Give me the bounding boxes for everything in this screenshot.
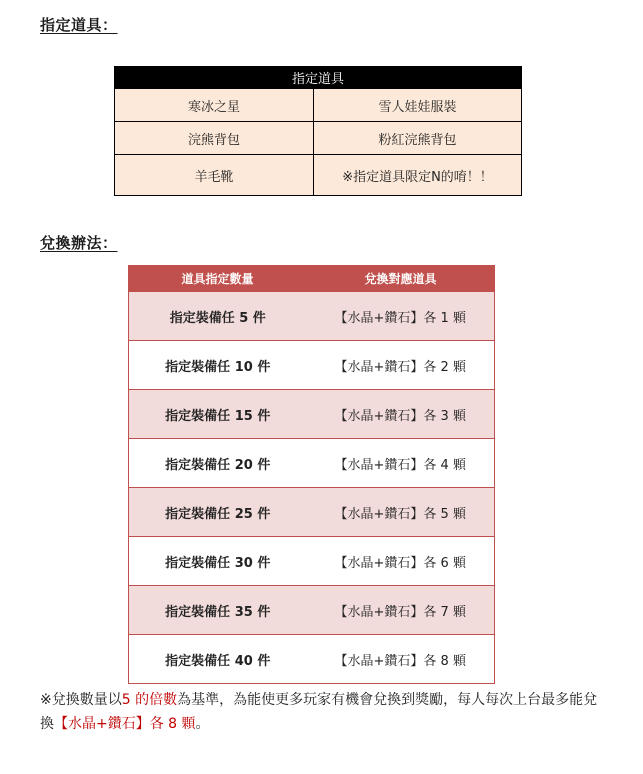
table-row <box>129 635 495 684</box>
reward-cell: 【水晶+鑽石】各 2 顆 <box>307 341 495 390</box>
table-row <box>115 122 522 155</box>
item-note-cell: ※指定道具限定N的唷！！ <box>314 155 522 196</box>
quantity-cell: 指定裝備任 15 件 <box>129 390 307 439</box>
table-row <box>129 537 495 586</box>
quantity-cell: 指定裝備任 25 件 <box>129 488 307 537</box>
reward-cell: 【水晶+鑽石】各 3 顆 <box>307 390 495 439</box>
column-header-quantity: 道具指定數量 <box>129 266 307 292</box>
quantity-cell: 指定裝備任 10 件 <box>129 341 307 390</box>
reward-cell: 【水晶+鑽石】各 6 顆 <box>307 537 495 586</box>
exchange-table <box>128 265 495 684</box>
quantity-cell: 指定裝備任 35 件 <box>129 586 307 635</box>
reward-cell: 【水晶+鑽石】各 8 顆 <box>307 635 495 684</box>
table-row <box>129 341 495 390</box>
items-table-header: 指定道具 <box>115 67 522 89</box>
note-emphasis-multiple: 5 的倍數 <box>121 692 178 708</box>
designated-items-table <box>114 66 522 196</box>
quantity-cell: 指定裝備任 40 件 <box>129 635 307 684</box>
quantity-cell: 指定裝備任 30 件 <box>129 537 307 586</box>
note-text: ※兌換數量以 <box>40 692 122 708</box>
item-cell: 浣熊背包 <box>115 122 314 155</box>
table-row <box>115 155 522 196</box>
note-emphasis-limit: 【水晶+鑽石】各 8 顆 <box>54 716 196 732</box>
reward-cell: 【水晶+鑽石】各 5 顆 <box>307 488 495 537</box>
reward-cell: 【水晶+鑽石】各 1 顆 <box>307 292 495 341</box>
note-text: 。 <box>195 716 210 732</box>
item-cell: 雪人娃娃服裝 <box>314 89 522 122</box>
item-cell: 寒冰之星 <box>115 89 314 122</box>
reward-cell: 【水晶+鑽石】各 7 顆 <box>307 586 495 635</box>
table-row <box>129 292 495 341</box>
table-row <box>115 89 522 122</box>
item-cell: 羊毛靴 <box>115 155 314 196</box>
exchange-note <box>40 688 608 736</box>
quantity-cell: 指定裝備任 5 件 <box>129 292 307 341</box>
note-text: 為基準，為能使更多玩家有機會兌換到獎勵，每人每次上台最多能兌換 <box>40 692 598 732</box>
table-row <box>129 488 495 537</box>
column-header-reward: 兌換對應道具 <box>307 266 495 292</box>
designated-items-heading: 指定道具： <box>40 16 118 34</box>
item-cell: 粉紅浣熊背包 <box>314 122 522 155</box>
exchange-method-heading: 兌換辦法： <box>40 234 118 252</box>
table-row <box>129 439 495 488</box>
reward-cell: 【水晶+鑽石】各 4 顆 <box>307 439 495 488</box>
quantity-cell: 指定裝備任 20 件 <box>129 439 307 488</box>
table-row <box>129 390 495 439</box>
table-row <box>129 586 495 635</box>
